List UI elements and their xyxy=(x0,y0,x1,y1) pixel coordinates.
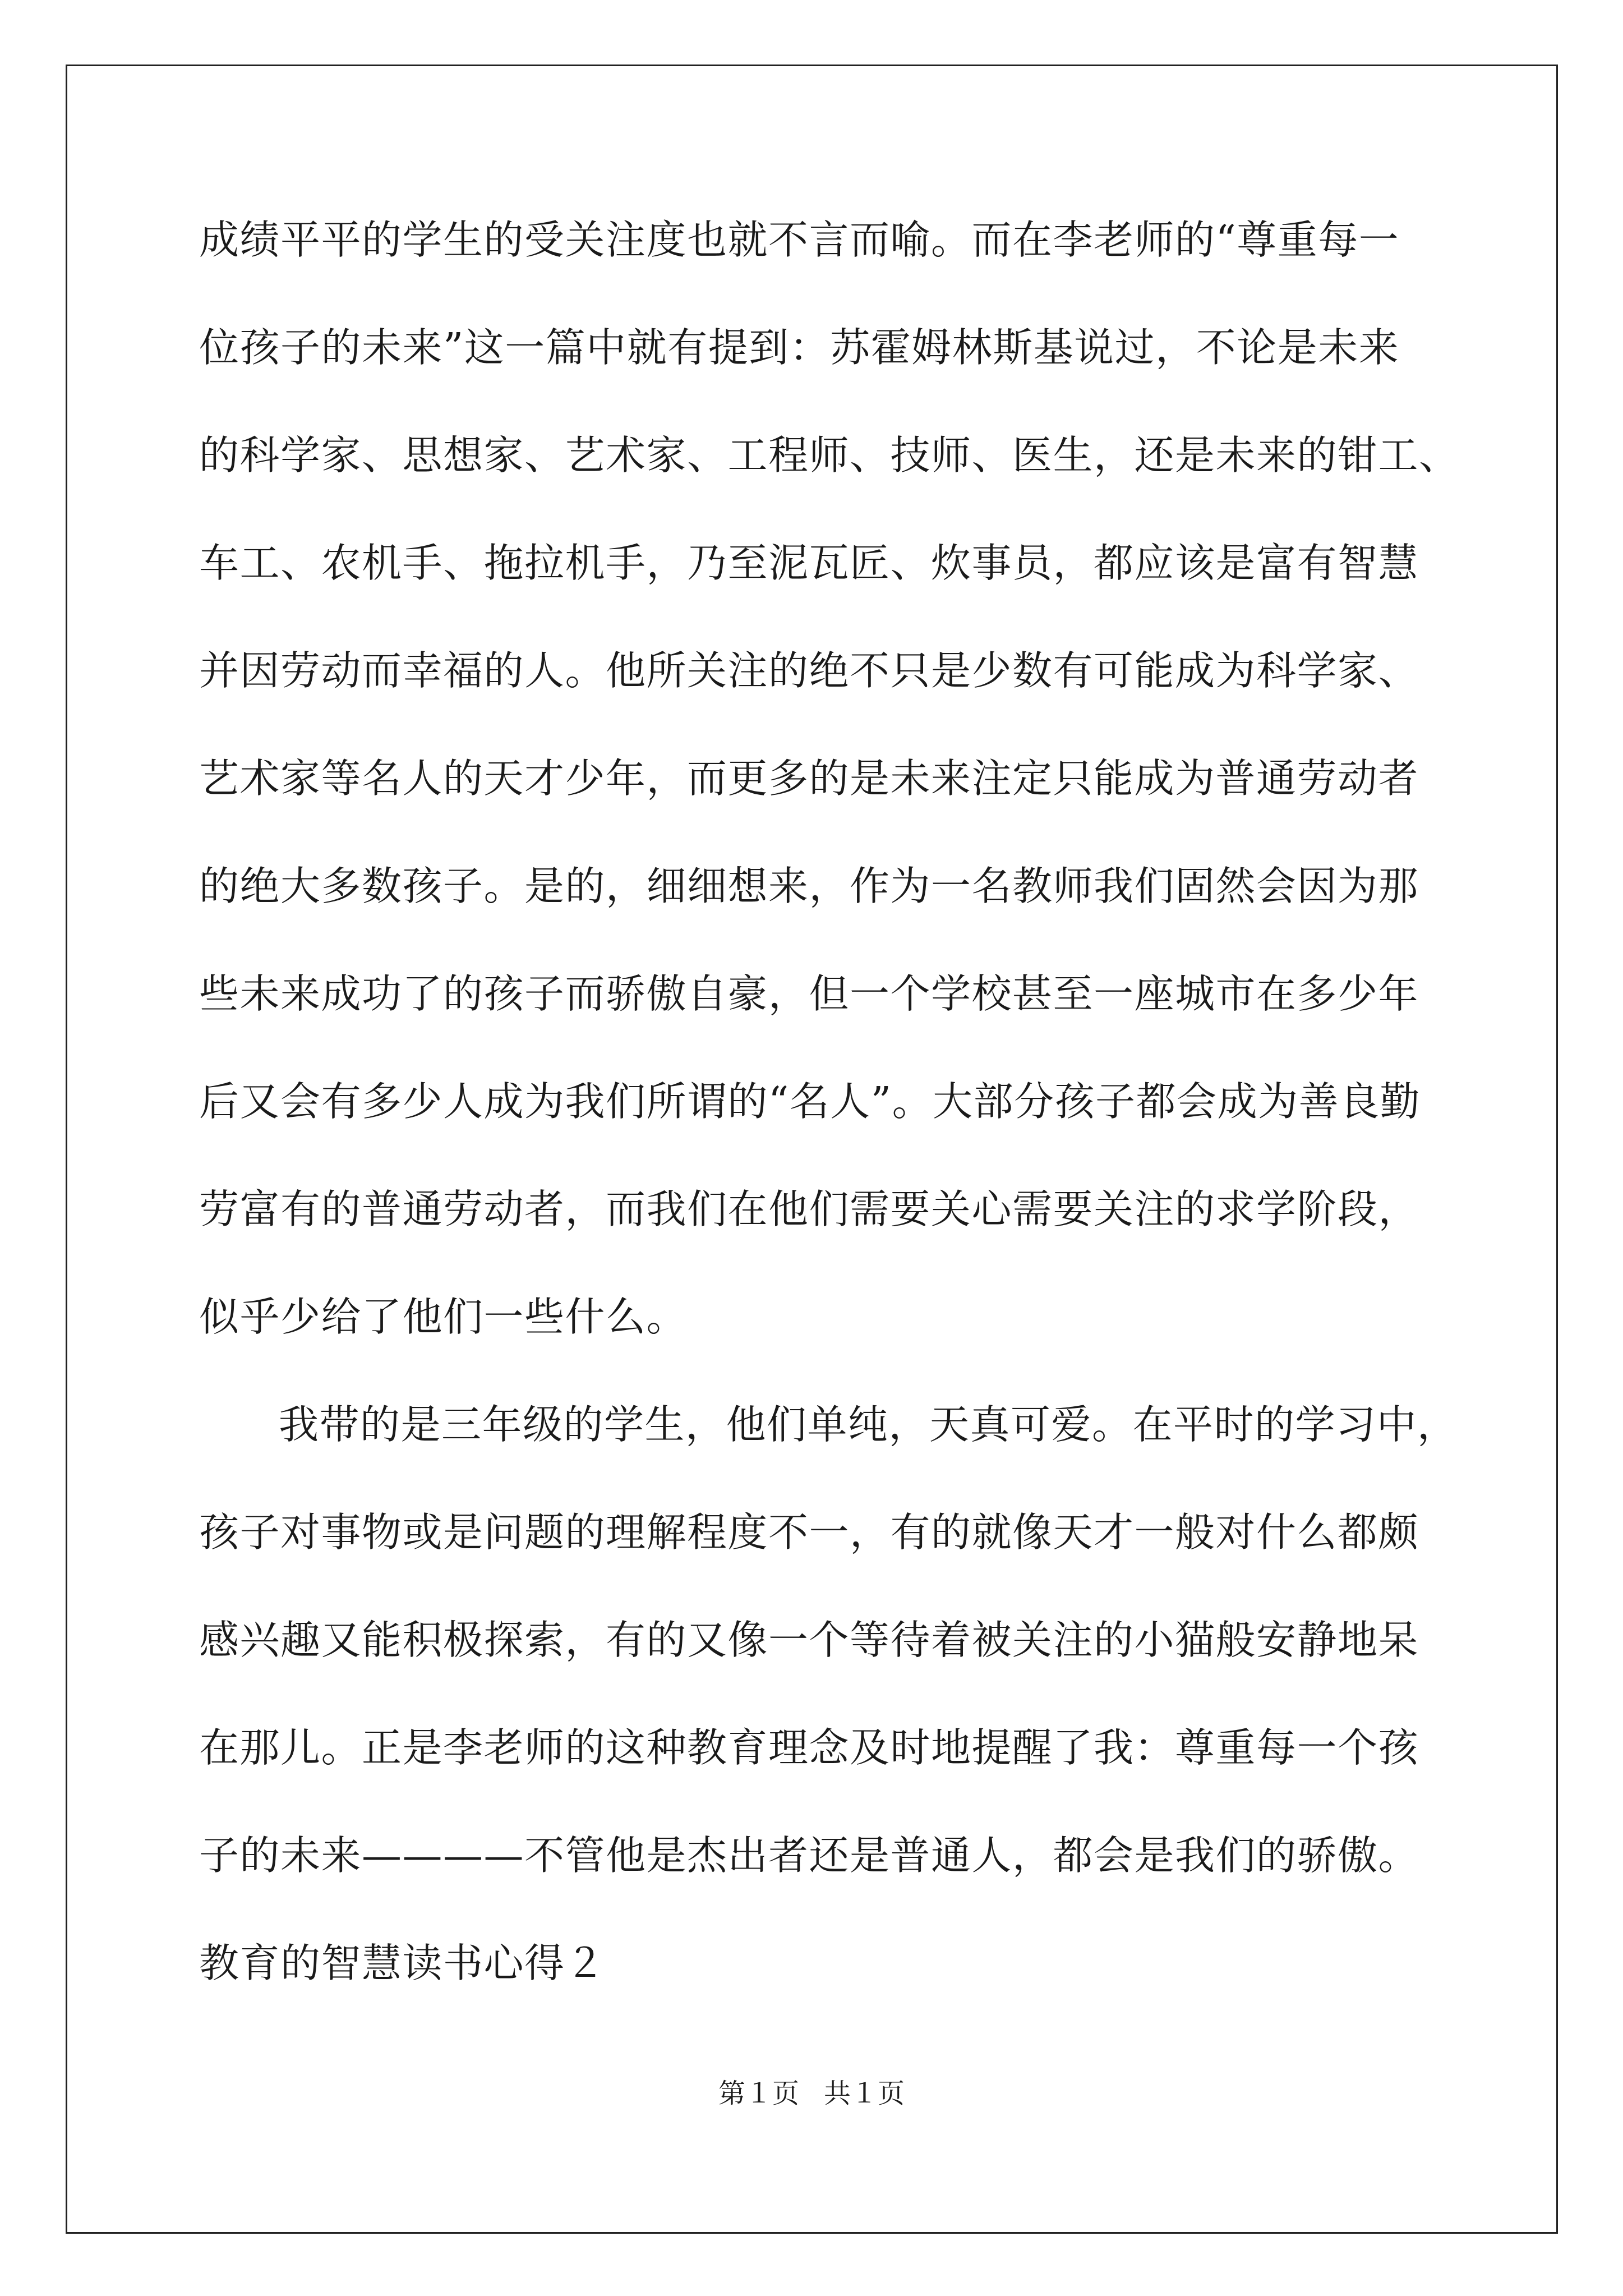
paragraph-line: 劳富有的普通劳动者，而我们在他们需要关心需要关注的求学阶段， xyxy=(199,1186,1419,1232)
paragraph-line: 些未来成功了的孩子而骄傲自豪，但一个学校甚至一座城市在多少年 xyxy=(199,970,1419,1017)
paragraph-line: 车工、农机手、拖拉机手，乃至泥瓦匠、炊事员，都应该是富有智慧 xyxy=(199,540,1419,586)
paragraph-line: 的绝大多数孩子。是的，细细想来，作为一名教师我们固然会因为那 xyxy=(199,863,1419,909)
page-number: 第１页 xyxy=(718,2078,799,2109)
paragraph-line: 子的未来————不管他是杰出者还是普通人，都会是我们的骄傲。 xyxy=(199,1832,1419,1879)
paragraph-line: 的科学家、思想家、艺术家、工程师、技师、医生，还是未来的钳工、 xyxy=(199,432,1460,478)
paragraph-line: 成绩平平的学生的受关注度也就不言而喻。而在李老师的“尊重每一 xyxy=(199,217,1400,263)
page-footer xyxy=(0,2077,1623,2110)
paragraph-line: 我带的是三年级的学生，他们单纯，天真可爱。在平时的学习中， xyxy=(279,1401,1458,1448)
paragraph-line: 位孩子的未来”这一篇中就有提到：苏霍姆林斯基说过，不论是未来 xyxy=(199,324,1400,371)
paragraph-line: 并因劳动而幸福的人。他所关注的绝不只是少数有可能成为科学家、 xyxy=(199,647,1419,694)
paragraph-line: 在那儿。正是李老师的这种教育理念及时地提醒了我：尊重每一个孩 xyxy=(199,1724,1419,1771)
paragraph-line: 似乎少给了他们一些什么。 xyxy=(199,1294,688,1340)
page-total: 共１页 xyxy=(824,2078,905,2109)
paragraph-line: 感兴趣又能积极探索，有的又像一个等待着被关注的小猫般安静地呆 xyxy=(199,1617,1419,1663)
section-heading: 教育的智慧读书心得２ xyxy=(199,1940,606,1986)
paragraph-line: 后又会有多少人成为我们所谓的“名人”。大部分孩子都会成为善良勤 xyxy=(199,1078,1421,1125)
paragraph-line: 艺术家等名人的天才少年，而更多的是未来注定只能成为普通劳动者 xyxy=(199,755,1419,802)
page-border xyxy=(66,65,1558,2234)
paragraph-line: 孩子对事物或是问题的理解程度不一，有的就像天才一般对什么都颇 xyxy=(199,1509,1419,1556)
